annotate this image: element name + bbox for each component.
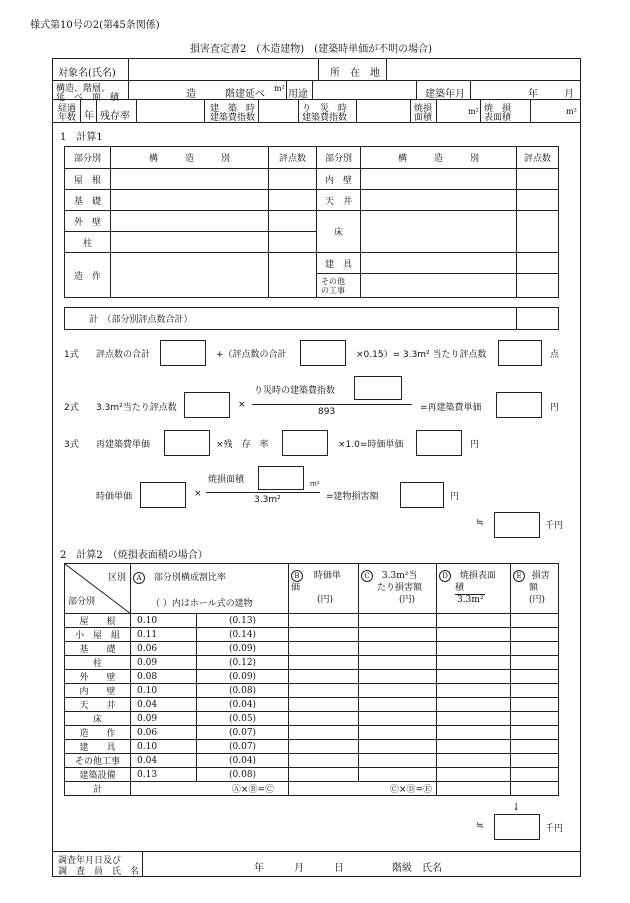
calc2-cell-d[interactable]: [437, 614, 511, 628]
built-year-tsuki: 月: [564, 89, 574, 100]
f3-text-c: ×1.0=時価単価: [338, 440, 404, 450]
calc2-ratio: 0.10: [131, 614, 197, 628]
f2-denominator: 893: [318, 407, 336, 417]
footer-date: 年 月 日: [254, 863, 344, 874]
form-title: 損害査定書2 (木造建物) (建築時単価が不明の場合): [190, 44, 432, 55]
f3-text-a: 再建築費単価: [96, 440, 151, 450]
calc2-ratio: 0.10: [131, 684, 197, 698]
corner-bottom-label: 部分別: [68, 597, 96, 607]
f3-result-box[interactable]: [416, 430, 462, 456]
calc2-cell-c[interactable]: [359, 670, 437, 684]
f1-text-a: 評点数の合計: [96, 350, 151, 360]
calc2-cell-b[interactable]: [289, 628, 359, 642]
calc2-total-label: 計: [65, 782, 131, 796]
calc2-cell-b[interactable]: [289, 712, 359, 726]
f2-result: =再建築費単価: [420, 403, 482, 413]
calc1-total-label: 計 （部分別評点数合計）: [65, 308, 517, 330]
calc1-left-part: 屋 根: [65, 169, 111, 190]
colC-title-1: 3.3m²当: [381, 571, 418, 581]
f1-sum-box[interactable]: [160, 340, 206, 366]
burned-area-unit: m²: [468, 107, 479, 116]
calc2-row: [65, 614, 559, 628]
colC-letter: C: [361, 570, 373, 582]
calc2-cell-e[interactable]: [511, 740, 559, 754]
f4-numerator: 焼損面積: [208, 475, 245, 485]
calc2-cell-e[interactable]: [511, 726, 559, 740]
calc2-hall: (0.12): [197, 656, 289, 670]
calc2-ratio: 0.04: [131, 698, 197, 712]
f1-text-c: ×0.15）= 3.3m² 当たり評点数: [356, 350, 487, 360]
colA-title: 部分別構成割比率: [153, 573, 226, 583]
build-index-label-2: 建築費指数: [210, 113, 256, 123]
f4-result: =建物損害額: [326, 492, 379, 502]
other-label-1: その他: [321, 276, 345, 286]
colD-title-1: 焼損表面: [459, 571, 496, 581]
built-year-nen: 年: [528, 89, 538, 100]
calc1-left-part: 柱: [65, 232, 111, 253]
calc1-col-part: 部分別: [65, 147, 111, 169]
calc2-part: 建 具: [65, 740, 131, 754]
calc2-ratio: 0.09: [131, 656, 197, 670]
calc2-cell-d[interactable]: [437, 684, 511, 698]
calc2-row: [65, 698, 559, 712]
disaster-index-label-1: り 災 時: [302, 104, 348, 114]
calc2-cd-formula: Ⓒ×Ⓓ=Ⓔ: [289, 782, 437, 796]
calc2-cell-d[interactable]: [437, 628, 511, 642]
f3-residual-box[interactable]: [282, 430, 328, 456]
calc2-hall: (0.08): [197, 768, 289, 782]
calc2-cell-c[interactable]: [359, 656, 437, 670]
structure-cell[interactable]: [361, 274, 517, 298]
f3-unit: 円: [470, 440, 480, 450]
calc2-thousand-box[interactable]: [494, 814, 540, 840]
elapsed-label-1: 経過: [58, 104, 77, 114]
calc2-row: [65, 754, 559, 768]
footer-label-2: 調 査 員 氏 名: [58, 867, 140, 877]
calc2-ab-formula: Ⓐ×Ⓑ=Ⓒ: [131, 782, 289, 796]
calc2-hall: (0.09): [197, 642, 289, 656]
points-cell[interactable]: [269, 253, 317, 298]
calc2-row: [65, 642, 559, 656]
f2-text-a: 3.3m²当たり評点数: [96, 403, 177, 413]
f2-result-box[interactable]: [496, 392, 542, 418]
structure-cell[interactable]: [111, 232, 269, 253]
calc1-right-table: [316, 146, 559, 298]
colC-unit: (円): [399, 595, 416, 605]
f4-thousand-box[interactable]: [494, 512, 540, 538]
structure-cell[interactable]: [111, 253, 269, 298]
calc2-cell-c[interactable]: [359, 726, 437, 740]
calc2-row: [65, 726, 559, 740]
f2-points-box[interactable]: [184, 392, 230, 418]
footer-label-1: 調査年月日及び: [58, 856, 122, 866]
calc2-total-d[interactable]: [437, 782, 511, 796]
calc1-col-points: 評点数: [517, 147, 559, 169]
elapsed-nen: 年: [84, 111, 94, 122]
total-points-cell[interactable]: [517, 308, 559, 330]
colD-title-2: 積: [455, 583, 465, 593]
colB-title-1: 時価単: [313, 571, 341, 581]
built-year-label: 建築年月: [425, 89, 465, 100]
calc2-hall: (0.08): [197, 684, 289, 698]
colD-letter: D: [439, 570, 451, 582]
calc2-cell-b[interactable]: [289, 684, 359, 698]
calc2-part: その他工事: [65, 754, 131, 768]
calc2-part: 造 作: [65, 726, 131, 740]
calc1-right-other: [317, 274, 361, 298]
calc2-cell-e[interactable]: [511, 698, 559, 712]
calc2-cell-e[interactable]: [511, 670, 559, 684]
colC-title-2: たり損害額: [377, 583, 423, 593]
calc2-cell-e[interactable]: [511, 628, 559, 642]
structure-cell[interactable]: [111, 211, 269, 232]
structure-label-2: 延 べ 面 積: [56, 93, 120, 103]
calc2-part: 基 礎: [65, 642, 131, 656]
calc2-hall: (0.09): [197, 670, 289, 684]
calc2-ratio: 0.13: [131, 768, 197, 782]
calc2-part: 屋 根: [65, 614, 131, 628]
calc2-cell-d[interactable]: [437, 712, 511, 726]
calc1-left-part: 造 作: [65, 253, 111, 298]
structure-cell[interactable]: [361, 253, 517, 274]
points-cell[interactable]: [517, 169, 559, 190]
build-index-label-1: 建 築 時: [210, 104, 256, 114]
colA-letter: A: [133, 572, 145, 584]
f1-label: 1式: [64, 350, 79, 360]
calc2-cell-b[interactable]: [289, 740, 359, 754]
calc2-part: 外 壁: [65, 670, 131, 684]
calc2-cell-d[interactable]: [437, 656, 511, 670]
calc2-cell-c[interactable]: [359, 768, 437, 782]
calc2-cell-c[interactable]: [359, 642, 437, 656]
f1-sum-box-2[interactable]: [300, 340, 346, 366]
f4-approx: ≒: [476, 518, 484, 528]
calc2-cell-e[interactable]: [511, 656, 559, 670]
calc2-cell-b[interactable]: [289, 768, 359, 782]
calc2-hall: (0.04): [197, 754, 289, 768]
calc2-row: [65, 684, 559, 698]
f1-text-b: +（評点数の合計: [216, 350, 287, 360]
f4-unit: 円: [450, 492, 460, 502]
elapsed-label-2: 年数: [58, 113, 77, 123]
f2-unit: 円: [550, 403, 560, 413]
form-number: 様式第10号の2(第45条関係): [30, 20, 160, 31]
other-label-2: の工事: [321, 285, 345, 295]
calc2-cell-c[interactable]: [359, 754, 437, 768]
calc2-cell-e[interactable]: [511, 712, 559, 726]
calc2-cell-c[interactable]: [359, 740, 437, 754]
f2-numerator: り災時の建築費指数: [254, 386, 336, 396]
calc2-cell-b[interactable]: [289, 754, 359, 768]
f2-index-box[interactable]: [354, 376, 402, 400]
structure-cell[interactable]: [361, 169, 517, 190]
calc2-ratio: 0.11: [131, 628, 197, 642]
calc2-cell-b[interactable]: [289, 642, 359, 656]
calc2-ratio: 0.06: [131, 726, 197, 740]
points-cell[interactable]: [517, 253, 559, 274]
f4-price-box[interactable]: [140, 482, 186, 508]
calc2-cell-d[interactable]: [437, 670, 511, 684]
calc2-hall: (0.07): [197, 740, 289, 754]
calc1-heading: 1 計算1: [60, 132, 103, 143]
colA-note: （ ）内はホール式の建物: [151, 599, 253, 609]
calc2-row: [65, 768, 559, 782]
colE-letter: E: [513, 570, 525, 582]
points-cell[interactable]: [269, 169, 317, 190]
points-cell[interactable]: [517, 211, 559, 253]
calc1-right-part: 床: [317, 211, 361, 253]
colA-header: [131, 564, 289, 614]
calc2-ratio: 0.06: [131, 642, 197, 656]
calc2-cell-c[interactable]: [359, 628, 437, 642]
calc2-part: 柱: [65, 656, 131, 670]
structure-cell[interactable]: [111, 190, 269, 211]
calc2-cell-d[interactable]: [437, 698, 511, 712]
f1-result-box[interactable]: [498, 340, 542, 366]
floor-area-unit: m²: [274, 84, 285, 93]
calc2-part: 建築設備: [65, 768, 131, 782]
colE-unit: (円): [529, 595, 546, 605]
calc2-total-e[interactable]: [511, 782, 559, 796]
calc2-hall: (0.04): [197, 698, 289, 712]
f4-thousand-yen: 千円: [545, 521, 564, 531]
calc1-left-table: [64, 146, 317, 298]
calc2-row: [65, 656, 559, 670]
calc2-arrow: ↓: [512, 802, 521, 813]
calc2-cell-e[interactable]: [511, 754, 559, 768]
calc2-cell-b[interactable]: [289, 614, 359, 628]
colE-header: [511, 564, 559, 614]
f3-unit-price-box[interactable]: [164, 430, 210, 456]
calc2-cell-b[interactable]: [289, 698, 359, 712]
calc2-hall: (0.05): [197, 712, 289, 726]
calc1-col-structure: 構 造 別: [361, 147, 517, 169]
calc2-cell-d[interactable]: [437, 726, 511, 740]
burned-surface-unit: m²: [566, 107, 577, 116]
f2-label: 2式: [64, 403, 79, 413]
calc2-row: [65, 670, 559, 684]
calc1-right-part: 天 井: [317, 190, 361, 211]
colC-header: [359, 564, 437, 614]
calc2-hall: (0.14): [197, 628, 289, 642]
calc2-cell-c[interactable]: [359, 614, 437, 628]
calc2-ratio: 0.08: [131, 670, 197, 684]
disaster-index-label-2: 建築費指数: [302, 113, 348, 123]
f4-denominator: 3.3m²: [254, 495, 281, 505]
calc2-row: [65, 628, 559, 642]
calc2-ratio: 0.10: [131, 740, 197, 754]
calc2-cell-d[interactable]: [437, 642, 511, 656]
calc2-corner-cell: [65, 564, 131, 614]
calc2-part: 天 井: [65, 698, 131, 712]
calc1-right-part: 内 壁: [317, 169, 361, 190]
f4-m2: m²: [310, 480, 320, 488]
colB-unit: (円): [317, 595, 334, 605]
calc2-cell-b[interactable]: [289, 726, 359, 740]
points-cell[interactable]: [269, 211, 317, 232]
structure-cell[interactable]: [111, 169, 269, 190]
calc2-ratio: 0.04: [131, 754, 197, 768]
calc2-hall: (0.13): [197, 614, 289, 628]
structure-zo: 造: [186, 89, 196, 100]
f3-label: 3式: [64, 440, 79, 450]
calc1-right-part: 建 具: [317, 253, 361, 274]
burned-area-label-1: 焼損: [414, 104, 433, 114]
floor-area-label: 階建延べ: [225, 89, 265, 100]
calc2-cell-e[interactable]: [511, 642, 559, 656]
colE-title-1: 損害: [531, 571, 550, 581]
f2-times: ×: [238, 400, 246, 410]
burned-surface-label-1: 焼 損: [484, 104, 512, 114]
target-name-label: 対象名(氏名): [58, 68, 116, 79]
calc2-approx: ≒: [476, 821, 484, 831]
calc2-cell-e[interactable]: [511, 768, 559, 782]
calc2-heading: 2 計算2 （焼損表面積の場合）: [60, 550, 208, 561]
calc2-cell-d[interactable]: [437, 740, 511, 754]
calc2-cell-e[interactable]: [511, 684, 559, 698]
calc1-col-structure: 構 造 別: [111, 147, 269, 169]
points-cell[interactable]: [517, 274, 559, 298]
f3-text-b: ×残 存 率: [216, 440, 269, 450]
colB-letter: B: [291, 570, 303, 582]
points-cell[interactable]: [269, 190, 317, 211]
structure-label-1: 構造、階層、: [56, 84, 111, 94]
calc2-cell-d[interactable]: [437, 754, 511, 768]
calc1-total-table: [64, 307, 559, 330]
f4-text-a: 時価単価: [96, 492, 133, 502]
burned-area-label-2: 面積: [414, 113, 433, 123]
colE-title-2: 額: [529, 583, 539, 593]
f4-times: ×: [194, 489, 202, 499]
calc1-left-part: 外 壁: [65, 211, 111, 232]
colD-unit: 3.3m²: [457, 595, 484, 605]
calc2-cell-c[interactable]: [359, 712, 437, 726]
colB-title-2: 価: [291, 583, 301, 593]
calc2-cell-e[interactable]: [511, 614, 559, 628]
calc2-cell-d[interactable]: [437, 768, 511, 782]
calc2-row: [65, 740, 559, 754]
calc2-cell-c[interactable]: [359, 684, 437, 698]
f4-result-box[interactable]: [400, 482, 444, 508]
location-label: 所 在 地: [330, 68, 380, 79]
calc2-part: 内 壁: [65, 684, 131, 698]
colD-header: [437, 564, 511, 614]
calc2-part: 床: [65, 712, 131, 726]
f1-unit: 点: [550, 350, 560, 360]
use-label: 用途: [288, 89, 308, 100]
calc2-cell-b[interactable]: [289, 656, 359, 670]
structure-cell[interactable]: [361, 211, 517, 253]
calc2-table: [64, 563, 559, 796]
residual-label: 残存率: [100, 111, 130, 122]
calc2-hall: (0.07): [197, 726, 289, 740]
calc2-thousand-yen: 千円: [545, 824, 564, 834]
footer-rank: 階級 氏名: [392, 863, 442, 874]
calc1-col-part: 部分別: [317, 147, 361, 169]
colB-header: [289, 564, 359, 614]
points-cell[interactable]: [517, 190, 559, 211]
calc2-row: [65, 712, 559, 726]
calc2-cell-b[interactable]: [289, 670, 359, 684]
burned-surface-label-2: 表面積: [484, 113, 512, 123]
calc2-part: 小 屋 組: [65, 628, 131, 642]
f4-area-box[interactable]: [258, 466, 304, 490]
calc1-left-part: 基 礎: [65, 190, 111, 211]
structure-cell[interactable]: [361, 190, 517, 211]
calc1-col-points: 評点数: [269, 147, 317, 169]
calc2-ratio: 0.09: [131, 712, 197, 726]
points-cell[interactable]: [269, 232, 317, 253]
corner-top-label: 区別: [107, 573, 126, 583]
calc2-cell-c[interactable]: [359, 698, 437, 712]
